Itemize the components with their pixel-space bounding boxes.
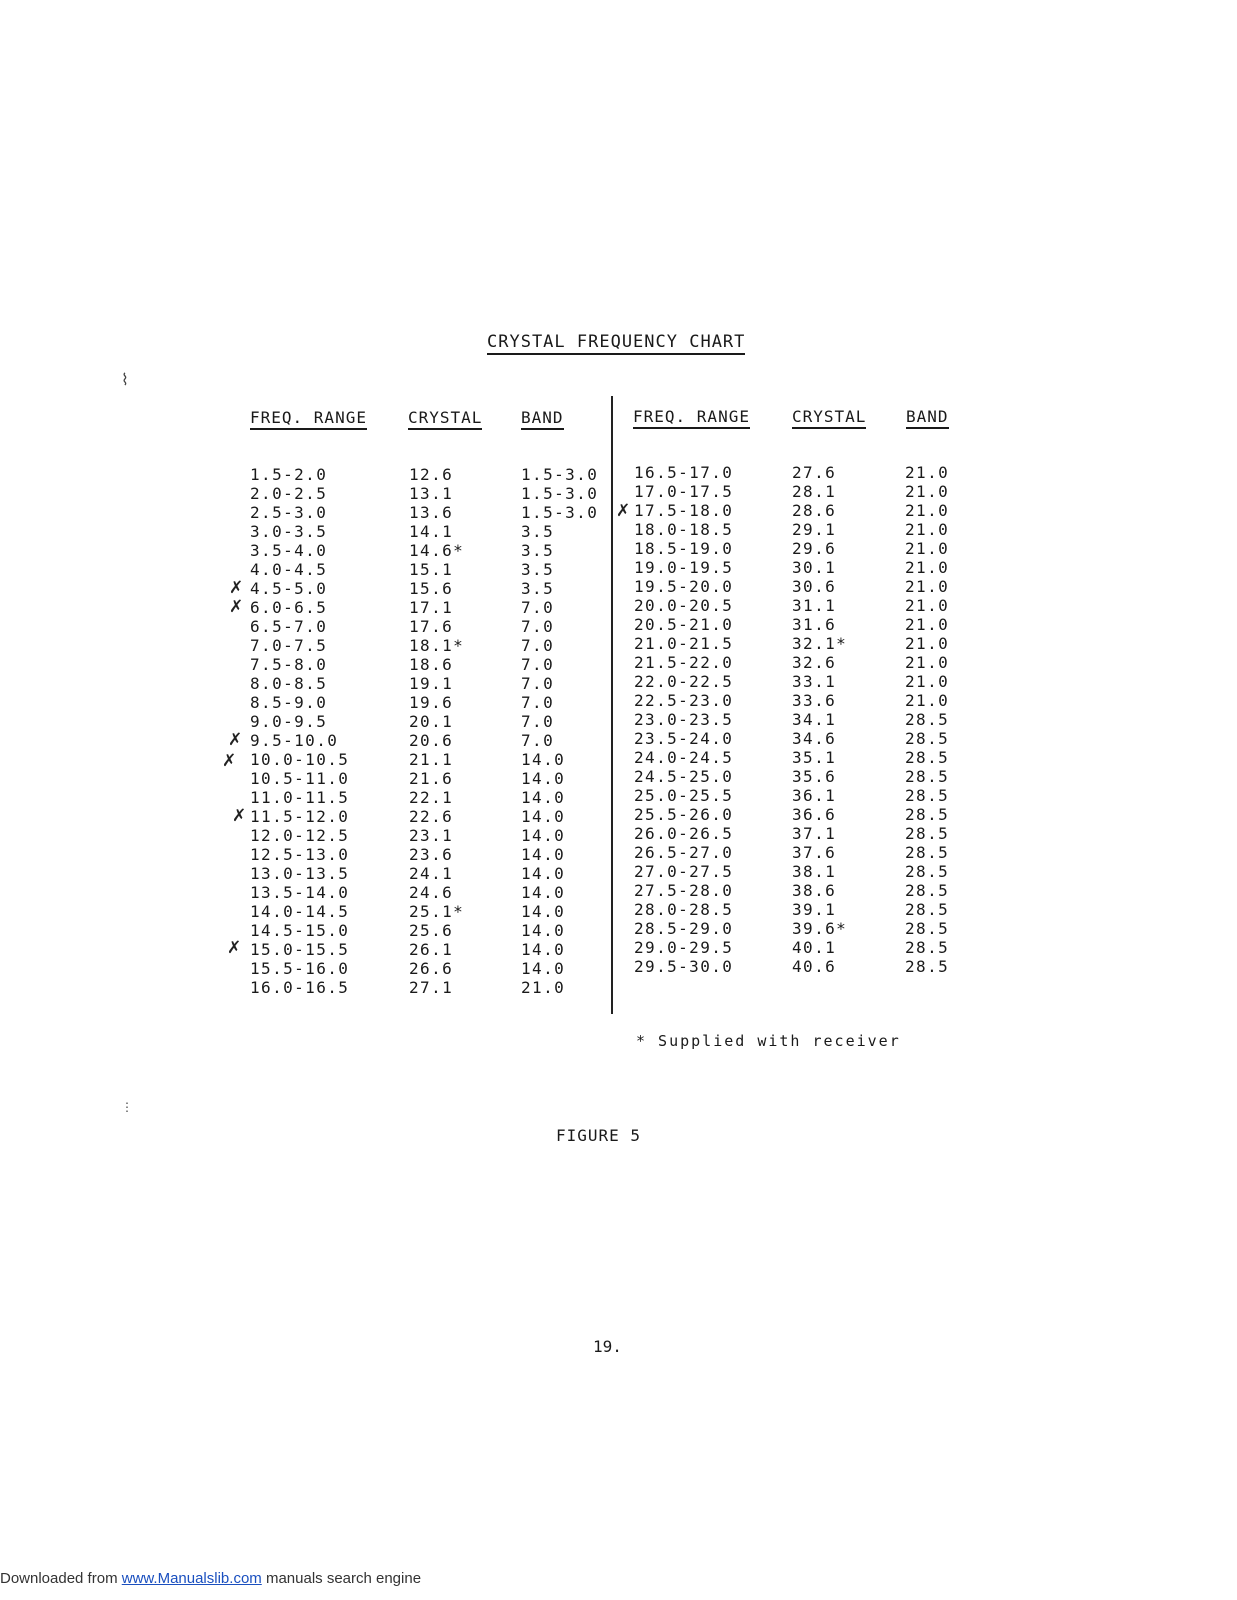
- freq-range-cell: 19.5-20.0: [634, 577, 734, 596]
- figure-label: FIGURE 5: [556, 1126, 642, 1145]
- crystal-cell: 36.6: [792, 805, 837, 824]
- crystal-cell: 29.1: [792, 520, 837, 539]
- freq-range-cell: 25.0-25.5: [634, 786, 734, 805]
- crystal-cell: 19.1: [409, 674, 454, 693]
- crystal-cell: 15.1: [409, 560, 454, 579]
- band-cell: 21.0: [905, 520, 950, 539]
- freq-range-cell: 29.0-29.5: [634, 938, 734, 957]
- crystal-cell: 40.6: [792, 957, 837, 976]
- freq-range-cell: 14.0-14.5: [250, 902, 350, 921]
- freq-range-cell: 2.0-2.5: [250, 484, 328, 503]
- scan-mark-icon: ⌇: [121, 370, 129, 389]
- crystal-cell: 25.6: [409, 921, 454, 940]
- freq-range-cell: 16.0-16.5: [250, 978, 350, 997]
- freq-range-cell: 4.5-5.0: [250, 579, 328, 598]
- page-number: 19.: [593, 1337, 622, 1356]
- freq-range-cell: 24.0-24.5: [634, 748, 734, 767]
- freq-range-cell: 8.0-8.5: [250, 674, 328, 693]
- freq-range-cell: 1.5-2.0: [250, 465, 328, 484]
- header-band-right: BAND: [906, 408, 949, 429]
- crystal-cell: 38.6: [792, 881, 837, 900]
- band-cell: 21.0: [905, 672, 950, 691]
- crystal-cell: 23.6: [409, 845, 454, 864]
- freq-range-cell: 26.5-27.0: [634, 843, 734, 862]
- band-cell: 21.0: [905, 615, 950, 634]
- band-cell: 7.0: [521, 617, 555, 636]
- crystal-cell: 24.6: [409, 883, 454, 902]
- band-cell: 14.0: [521, 788, 566, 807]
- crystal-cell: 31.1: [792, 596, 837, 615]
- checkmark-icon: ✗: [227, 938, 242, 958]
- band-cell: 14.0: [521, 902, 566, 921]
- crystal-cell: 18.6: [409, 655, 454, 674]
- freq-range-cell: 18.0-18.5: [634, 520, 734, 539]
- crystal-cell: 13.1: [409, 484, 454, 503]
- checkmark-icon: ✗: [229, 597, 244, 617]
- crystal-cell: 29.6: [792, 539, 837, 558]
- header-freq-range-left: FREQ. RANGE: [250, 409, 367, 430]
- header-freq-range-right: FREQ. RANGE: [633, 408, 750, 429]
- crystal-cell: 25.1*: [409, 902, 465, 921]
- freq-range-cell: 16.5-17.0: [634, 463, 734, 482]
- band-cell: 28.5: [905, 862, 950, 881]
- crystal-cell: 31.6: [792, 615, 837, 634]
- band-cell: 21.0: [905, 577, 950, 596]
- chart-title: CRYSTAL FREQUENCY CHART: [487, 332, 745, 355]
- freq-range-cell: 8.5-9.0: [250, 693, 328, 712]
- scan-mark-icon: ⋮: [121, 1100, 133, 1114]
- crystal-cell: 28.6: [792, 501, 837, 520]
- freq-range-cell: 22.5-23.0: [634, 691, 734, 710]
- freq-range-cell: 7.0-7.5: [250, 636, 328, 655]
- band-cell: 28.5: [905, 824, 950, 843]
- band-cell: 3.5: [521, 522, 555, 541]
- freq-range-cell: 12.0-12.5: [250, 826, 350, 845]
- freq-range-cell: 10.5-11.0: [250, 769, 350, 788]
- freq-range-cell: 28.5-29.0: [634, 919, 734, 938]
- crystal-cell: 22.6: [409, 807, 454, 826]
- band-cell: 7.0: [521, 693, 555, 712]
- freq-range-cell: 23.0-23.5: [634, 710, 734, 729]
- freq-range-cell: 21.0-21.5: [634, 634, 734, 653]
- band-cell: 21.0: [905, 634, 950, 653]
- crystal-cell: 18.1*: [409, 636, 465, 655]
- band-cell: 14.0: [521, 845, 566, 864]
- freq-range-cell: 17.0-17.5: [634, 482, 734, 501]
- crystal-cell: 32.6: [792, 653, 837, 672]
- freq-range-cell: 11.0-11.5: [250, 788, 350, 807]
- band-cell: 7.0: [521, 674, 555, 693]
- freq-range-cell: 3.0-3.5: [250, 522, 328, 541]
- crystal-cell: 14.1: [409, 522, 454, 541]
- crystal-cell: 40.1: [792, 938, 837, 957]
- crystal-cell: 35.1: [792, 748, 837, 767]
- crystal-cell: 38.1: [792, 862, 837, 881]
- crystal-cell: 39.6*: [792, 919, 848, 938]
- column-divider: [611, 396, 613, 1014]
- manualslib-link[interactable]: www.Manualslib.com: [121, 1570, 262, 1587]
- band-cell: 7.0: [521, 636, 555, 655]
- band-cell: 21.0: [905, 691, 950, 710]
- freq-range-cell: 21.5-22.0: [634, 653, 734, 672]
- crystal-cell: 34.6: [792, 729, 837, 748]
- crystal-cell: 12.6: [409, 465, 454, 484]
- freq-range-cell: 4.0-4.5: [250, 560, 328, 579]
- crystal-cell: 36.1: [792, 786, 837, 805]
- freq-range-cell: 17.5-18.0: [634, 501, 734, 520]
- band-cell: 14.0: [521, 807, 566, 826]
- crystal-cell: 32.1*: [792, 634, 848, 653]
- freq-range-cell: 7.5-8.0: [250, 655, 328, 674]
- crystal-cell: 13.6: [409, 503, 454, 522]
- band-cell: 1.5-3.0: [521, 503, 599, 522]
- freq-range-cell: 13.5-14.0: [250, 883, 350, 902]
- band-cell: 28.5: [905, 786, 950, 805]
- crystal-cell: 23.1: [409, 826, 454, 845]
- band-cell: 14.0: [521, 769, 566, 788]
- freq-range-cell: 10.0-10.5: [250, 750, 350, 769]
- freq-range-cell: 9.0-9.5: [250, 712, 328, 731]
- crystal-cell: 14.6*: [409, 541, 465, 560]
- band-cell: 28.5: [905, 710, 950, 729]
- crystal-cell: 22.1: [409, 788, 454, 807]
- band-cell: 21.0: [905, 596, 950, 615]
- footer-suffix: manuals search engine: [261, 1570, 422, 1587]
- checkmark-icon: ✗: [228, 730, 243, 750]
- checkmark-icon: ✗: [232, 806, 247, 826]
- crystal-cell: 33.6: [792, 691, 837, 710]
- crystal-cell: 33.1: [792, 672, 837, 691]
- band-cell: 3.5: [521, 579, 555, 598]
- freq-range-cell: 25.5-26.0: [634, 805, 734, 824]
- band-cell: 21.0: [905, 501, 950, 520]
- freq-range-cell: 12.5-13.0: [250, 845, 350, 864]
- freq-range-cell: 11.5-12.0: [250, 807, 350, 826]
- download-footer: [0, 1570, 421, 1587]
- freq-range-cell: 20.0-20.5: [634, 596, 734, 615]
- crystal-cell: 37.1: [792, 824, 837, 843]
- crystal-cell: 21.1: [409, 750, 454, 769]
- band-cell: 14.0: [521, 883, 566, 902]
- freq-range-cell: 23.5-24.0: [634, 729, 734, 748]
- crystal-cell: 34.1: [792, 710, 837, 729]
- checkmark-icon: ✗: [616, 501, 631, 521]
- band-cell: 14.0: [521, 750, 566, 769]
- crystal-cell: 27.1: [409, 978, 454, 997]
- band-cell: 21.0: [905, 463, 950, 482]
- freq-range-cell: 2.5-3.0: [250, 503, 328, 522]
- header-crystal-right: CRYSTAL: [792, 408, 866, 429]
- freq-range-cell: 24.5-25.0: [634, 767, 734, 786]
- crystal-cell: 26.1: [409, 940, 454, 959]
- freq-range-cell: 3.5-4.0: [250, 541, 328, 560]
- band-cell: 28.5: [905, 729, 950, 748]
- crystal-cell: 37.6: [792, 843, 837, 862]
- crystal-cell: 19.6: [409, 693, 454, 712]
- band-cell: 3.5: [521, 541, 555, 560]
- band-cell: 21.0: [905, 558, 950, 577]
- freq-range-cell: 28.0-28.5: [634, 900, 734, 919]
- band-cell: 28.5: [905, 957, 950, 976]
- band-cell: 28.5: [905, 748, 950, 767]
- footer-prefix: Downloaded from: [0, 1570, 122, 1587]
- freq-range-cell: 27.5-28.0: [634, 881, 734, 900]
- freq-range-cell: 22.0-22.5: [634, 672, 734, 691]
- band-cell: 21.0: [905, 653, 950, 672]
- crystal-cell: 30.6: [792, 577, 837, 596]
- band-cell: 7.0: [521, 731, 555, 750]
- band-cell: 28.5: [905, 900, 950, 919]
- band-cell: 7.0: [521, 655, 555, 674]
- band-cell: 7.0: [521, 598, 555, 617]
- crystal-cell: 20.6: [409, 731, 454, 750]
- band-cell: 14.0: [521, 921, 566, 940]
- crystal-cell: 24.1: [409, 864, 454, 883]
- freq-range-cell: 6.5-7.0: [250, 617, 328, 636]
- crystal-cell: 30.1: [792, 558, 837, 577]
- freq-range-cell: 18.5-19.0: [634, 539, 734, 558]
- band-cell: 21.0: [905, 482, 950, 501]
- band-cell: 28.5: [905, 938, 950, 957]
- freq-range-cell: 19.0-19.5: [634, 558, 734, 577]
- band-cell: 14.0: [521, 864, 566, 883]
- crystal-cell: 28.1: [792, 482, 837, 501]
- crystal-cell: 21.6: [409, 769, 454, 788]
- crystal-cell: 27.6: [792, 463, 837, 482]
- freq-range-cell: 15.5-16.0: [250, 959, 350, 978]
- freq-range-cell: 27.0-27.5: [634, 862, 734, 881]
- band-cell: 28.5: [905, 767, 950, 786]
- band-cell: 1.5-3.0: [521, 465, 599, 484]
- crystal-cell: 39.1: [792, 900, 837, 919]
- crystal-cell: 35.6: [792, 767, 837, 786]
- crystal-cell: 20.1: [409, 712, 454, 731]
- freq-range-cell: 13.0-13.5: [250, 864, 350, 883]
- band-cell: 1.5-3.0: [521, 484, 599, 503]
- band-cell: 14.0: [521, 826, 566, 845]
- freq-range-cell: 29.5-30.0: [634, 957, 734, 976]
- freq-range-cell: 26.0-26.5: [634, 824, 734, 843]
- crystal-cell: 15.6: [409, 579, 454, 598]
- band-cell: 14.0: [521, 959, 566, 978]
- header-band-left: BAND: [521, 409, 564, 430]
- band-cell: 14.0: [521, 940, 566, 959]
- band-cell: 3.5: [521, 560, 555, 579]
- footnote: * Supplied with receiver: [636, 1032, 901, 1050]
- band-cell: 28.5: [905, 881, 950, 900]
- header-crystal-left: CRYSTAL: [408, 409, 482, 430]
- checkmark-icon: ✗: [222, 751, 237, 771]
- band-cell: 21.0: [521, 978, 566, 997]
- band-cell: 28.5: [905, 843, 950, 862]
- freq-range-cell: 6.0-6.5: [250, 598, 328, 617]
- freq-range-cell: 20.5-21.0: [634, 615, 734, 634]
- crystal-cell: 17.1: [409, 598, 454, 617]
- freq-range-cell: 9.5-10.0: [250, 731, 339, 750]
- checkmark-icon: ✗: [229, 578, 244, 598]
- freq-range-cell: 14.5-15.0: [250, 921, 350, 940]
- band-cell: 7.0: [521, 712, 555, 731]
- crystal-cell: 26.6: [409, 959, 454, 978]
- crystal-cell: 17.6: [409, 617, 454, 636]
- band-cell: 28.5: [905, 805, 950, 824]
- freq-range-cell: 15.0-15.5: [250, 940, 350, 959]
- band-cell: 28.5: [905, 919, 950, 938]
- band-cell: 21.0: [905, 539, 950, 558]
